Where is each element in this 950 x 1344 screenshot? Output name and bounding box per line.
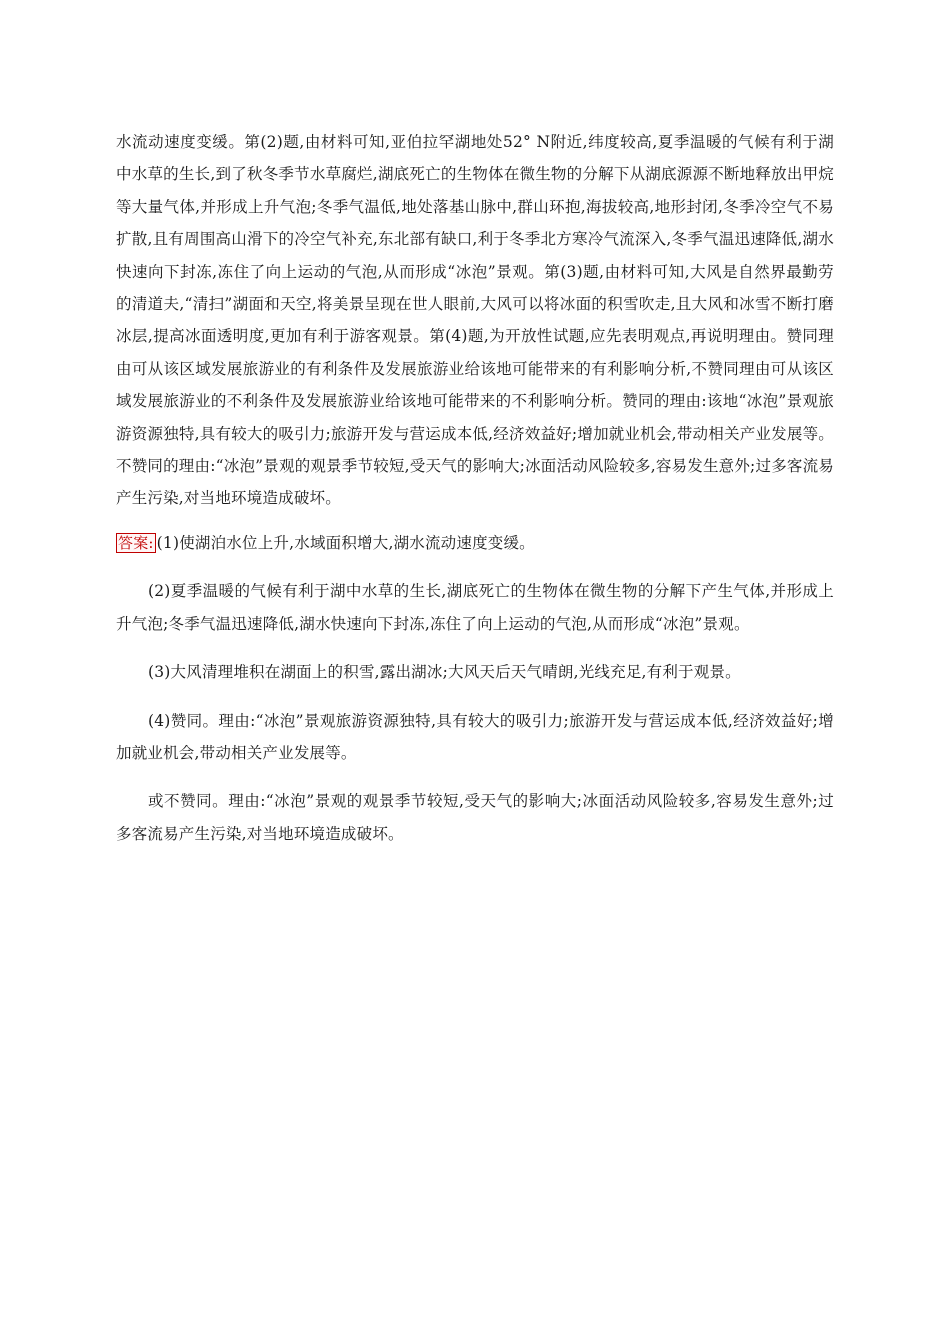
answer-2: (2)夏季温暖的气候有利于湖中水草的生长,湖底死亡的生物体在微生物的分解下产生气体,并形成上升气泡;冬季气温迅速降低,湖水快速向下封冻,冻住了向上运动的气泡,从而形成“冰泡”景观。	[116, 582, 834, 633]
answer-block	[116, 527, 834, 850]
answer-label: 答案:	[118, 533, 154, 552]
answer-1-text: (1)使湖泊水位上升,水域面积增大,湖水流动速度变缓。	[156, 533, 535, 552]
answer-4: (4)赞同。理由:“冰泡”景观旅游资源独特,具有较大的吸引力;旅游开发与营运成本低,经济效益好;增加就业机会,带动相关产业发展等。	[116, 711, 834, 762]
answer-1	[116, 527, 834, 559]
document-page	[116, 126, 834, 850]
answer-4-alternative: 或不赞同。理由:“冰泡”景观的观景季节较短,受天气的影响大;冰面活动风险较多,容易发生意外;过多客流易产生污染,对当地环境造成破坏。	[116, 792, 834, 843]
answer-3: (3)大风清理堆积在湖面上的积雪,露出湖冰;大风天后天气晴朗,光线充足,有利于观景。	[148, 663, 741, 682]
explanation-paragraph: 水流动速度变缓。第(2)题,由材料可知,亚伯拉罕湖地处52° N附近,纬度较高,夏季温暖的气候有利于湖中水草的生长,到了秋冬季节水草腐烂,湖底死亡的生物体在微生物的分解下从湖底源源不断地释放出甲烷等大量气体,并形成上升气泡;冬季气温低,地处落基山脉中,群山环抱,海拔较高,地形封闭,冬季冷空气不易扩散,且有周围高山滑下的冷空气补充,东北部有缺口,利于冬季北方寒冷气流深入,冬季气温迅速降低,湖水快速向下封冻,冻住了向上运动的气泡,从而形成“冰泡”景观。第(3)题,由材料可知,大风是自然界最勤劳的清道夫,“清扫”湖面和天空,将美景呈现在世人眼前,大风可以将冰面的积雪吹走,且大风和冰雪不断打磨冰层,提高冰面透明度,更加有利于游客观景。第(4)题,为开放性试题,应先表明观点,再说明理由。赞同理由可从该区域发展旅游业的有利条件及发展旅游业给该地可能带来的有利影响分析,不赞同理由可从该区域发展旅游业的不利条件及发展旅游业给该地可能带来的不利影响分析。赞同的理由:该地“冰泡”景观旅游资源独特,具有较大的吸引力;旅游开发与营运成本低,经济效益好;增加就业机会,带动相关产业发展等。不赞同的理由:“冰泡”景观的观景季节较短,受天气的影响大;冰面活动风险较多,容易发生意外;过多客流易产生污染,对当地环境造成破坏。	[116, 133, 834, 508]
